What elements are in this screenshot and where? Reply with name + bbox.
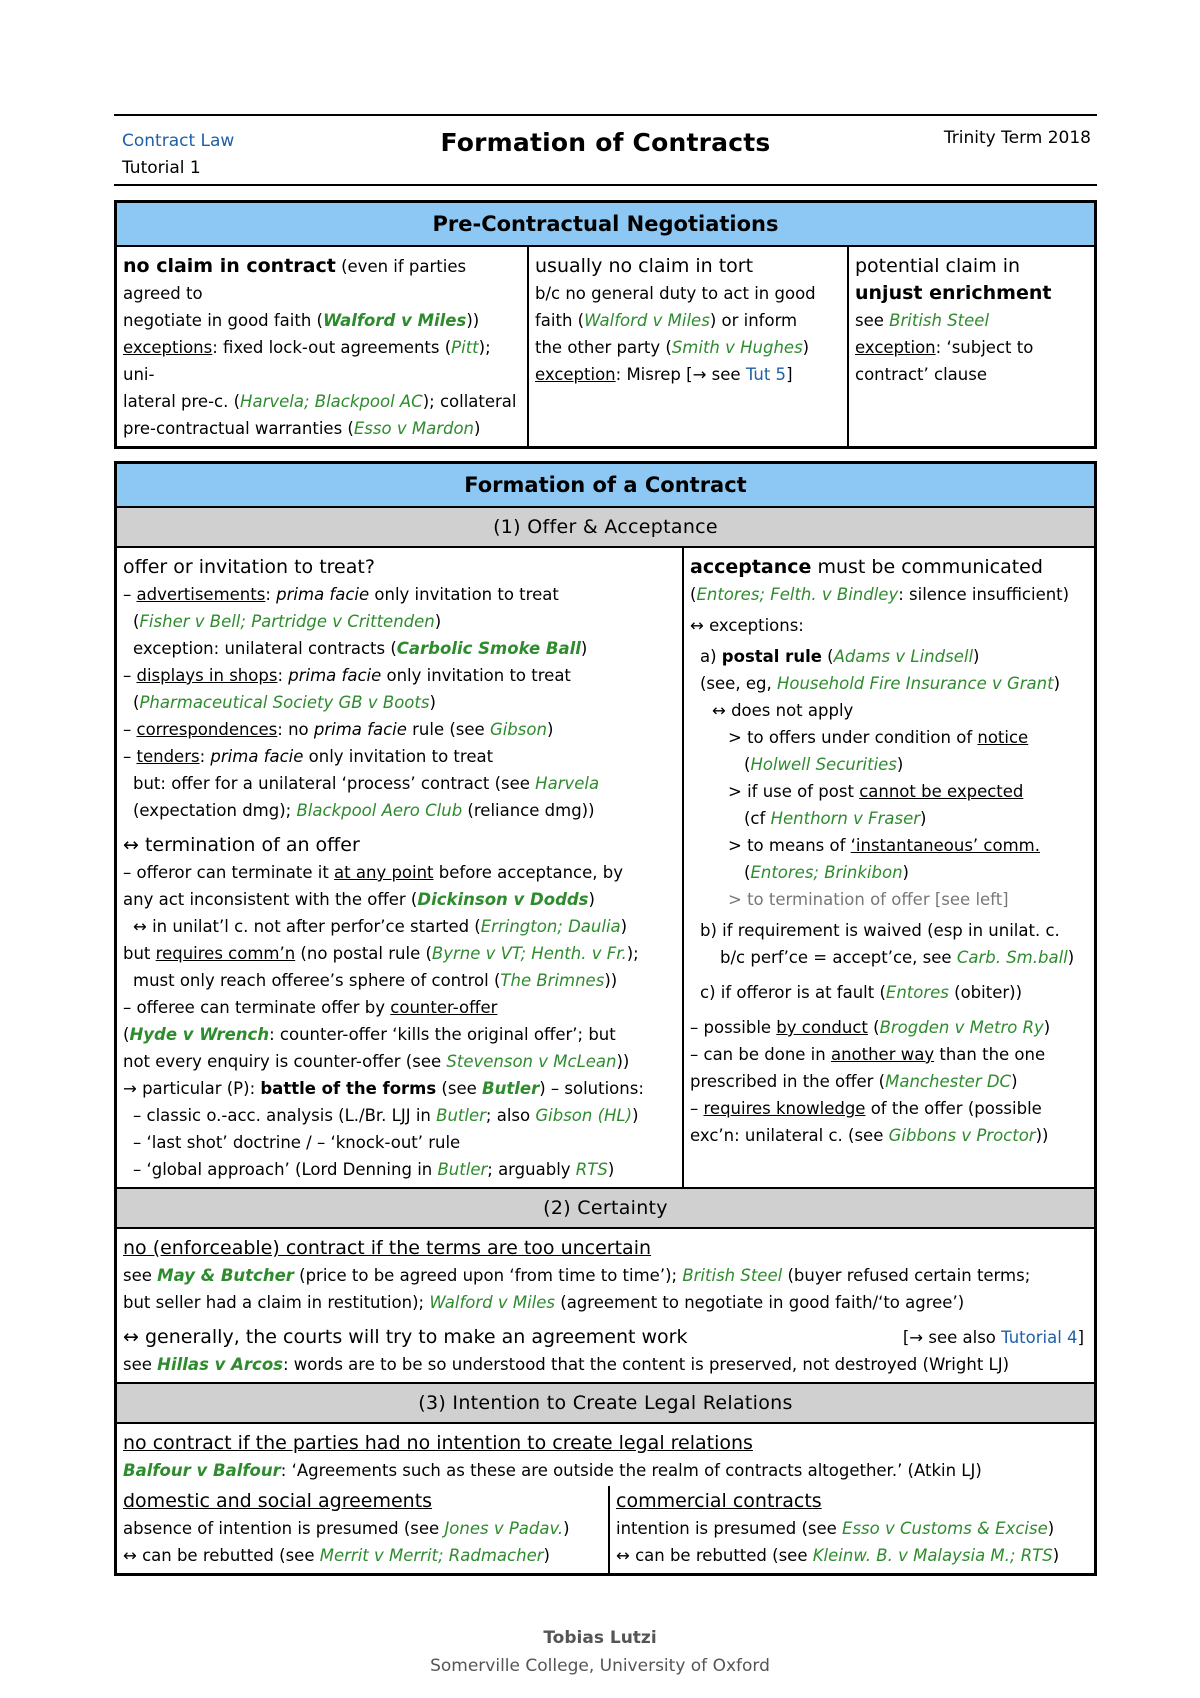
- pre-contractual-title: Pre-Contractual Negotiations: [117, 203, 1094, 247]
- author-affiliation: Somerville College, University of Oxford: [430, 1656, 770, 1676]
- tutorial-number: Tutorial 1: [122, 158, 201, 178]
- tutorial4-link[interactable]: Tutorial 4: [1001, 1328, 1078, 1347]
- domestic-cell: domestic and social agreements absence of intention is presumed (see Jones v Padav.) ↔ can be rebutted (see Merrit v Merrit; Radmacher): [123, 1490, 570, 1565]
- contract-claim-cell: no claim in contract (even if parties agreed to negotiate in good faith (Walford v Miles)) exceptions: fixed lock-out agreements (Pitt); uni- lateral pre-c. (Harvela; Blackpool AC); collateral pre-contractual warranties (Esso v Mardon): [123, 255, 517, 438]
- course-name: Contract Law: [122, 131, 235, 151]
- certainty-title: (2) Certainty: [117, 1187, 1094, 1229]
- formation-title: Formation of a Contract: [117, 464, 1094, 508]
- intention-row: [117, 1486, 1094, 1573]
- pre-contractual-row: [117, 247, 1094, 446]
- intention-title: (3) Intention to Create Legal Relations: [117, 1382, 1094, 1424]
- offer-acceptance-row: [117, 548, 1094, 1187]
- certainty-body: no (enforceable) contract if the terms are too uncertain see May & Butcher (price to be agreed upon ‘from time to time’); British Steel (buyer refused certain terms; but seller had a claim in restitution); Walford v Miles (agreement to negotiate in good faith/‘to agree’) ↔ generally, the courts will try to make an agreement work [→ see also Tutorial 4] see Hillas v Arcos: words are to be so understood that the content is preserved, not destroyed (Wright LJ): [123, 1237, 1084, 1374]
- offer-acceptance-title: (1) Offer & Acceptance: [117, 508, 1094, 548]
- offer-cell: offer or invitation to treat? – advertisements: prima facie only invitation to treat (Fisher v Bell; Partridge v Crittenden) exception: unilateral contracts (Carbolic Smoke Ball) – displays in shops: prima facie only invitation to treat (Pharmaceutical Society GB v Boots) – correspondences: no prima facie rule (see Gibson) – tenders: prima facie only invitation to treat but: offer for a unilateral ‘process’ contract (see Harvela (expectation dmg); Blackpool Aero Club (reliance dmg)) ↔ termination of an offer – offeror can terminate it at any point before acceptance, by any act inconsistent with the offer (Dickinson v Dodds) ↔ in unilat’l c. not after perfor’ce started (Errington; Daulia) but requires comm’n (no postal rule (Byrne v VT; Henth. v Fr.); must only reach offeree’s sphere of control (The Brimnes)) – offeree can terminate offer by counter-offer (Hyde v Wrench: counter-offer ‘kills the original offer’; but not every enquiry is counter-offer (see Stevenson v McLean)) → particular (P): battle of the forms (see Butler) – solutions: – classic o.-acc. analysis (L./Br. LJJ in Butler; also Gibson (HL)) – ‘last shot’ doctrine / – ‘knock-out’ rule – ‘global approach’ (Lord Denning in Butler; arguably RTS): [123, 556, 644, 1179]
- formation-section: [114, 461, 1097, 1576]
- document-header: [114, 114, 1097, 186]
- page: [114, 114, 1097, 1576]
- tut5-link[interactable]: Tut 5: [745, 365, 787, 384]
- pre-contractual-section: [114, 200, 1097, 449]
- footer: [0, 1624, 1200, 1680]
- intention-body: no contract if the parties had no intention to create legal relations Balfour v Balfour: ‘Agreements such as these are outside the realm of contracts altogether.’ (Atkin LJ): [123, 1432, 982, 1480]
- author-name: Tobias Lutzi: [543, 1628, 657, 1648]
- unjust-enrichment-cell: potential claim in unjust enrichment see British Steel exception: ‘subject to contract’ clause: [847, 247, 1094, 446]
- acceptance-cell: acceptance must be communicated (Entores; Felth. v Bindley: silence insufficient) ↔ exceptions: a) postal rule (Adams v Lindsell) (see, eg, Household Fire Insurance v Grant) ↔ does not apply > to offers under condition of notice (Holwell Securities) > if use of post cannot be expected (cf Henthorn v Fraser) > to means of ‘instantaneous’ comm. (Entores; Brinkibon) > to termination of offer [see left] b) if requirement is waived (esp in unilat. c. b/c perf’ce = accept’ce, see Carb. Sm.ball) c) if offeror is at fault (Entores (obiter)) – possible by conduct (Brogden v Metro Ry) – can be done in another way than the one prescribed in the offer (Manchester DC) – requires knowledge of the offer (possible exc’n: unilateral c. (see Gibbons v Proctor)): [682, 548, 1094, 1187]
- commercial-cell: commercial contracts intention is presumed (see Esso v Customs & Excise) ↔ can be rebutted (see Kleinw. B. v Malaysia M.; RTS): [608, 1486, 1094, 1573]
- term-label: Trinity Term 2018: [943, 128, 1091, 148]
- document-title: Formation of Contracts: [440, 128, 771, 157]
- tort-claim-cell: usually no claim in tort b/c no general duty to act in good faith (Walford v Miles) or inform the other party (Smith v Hughes) exception: Misrep [→ see Tut 5]: [527, 247, 847, 446]
